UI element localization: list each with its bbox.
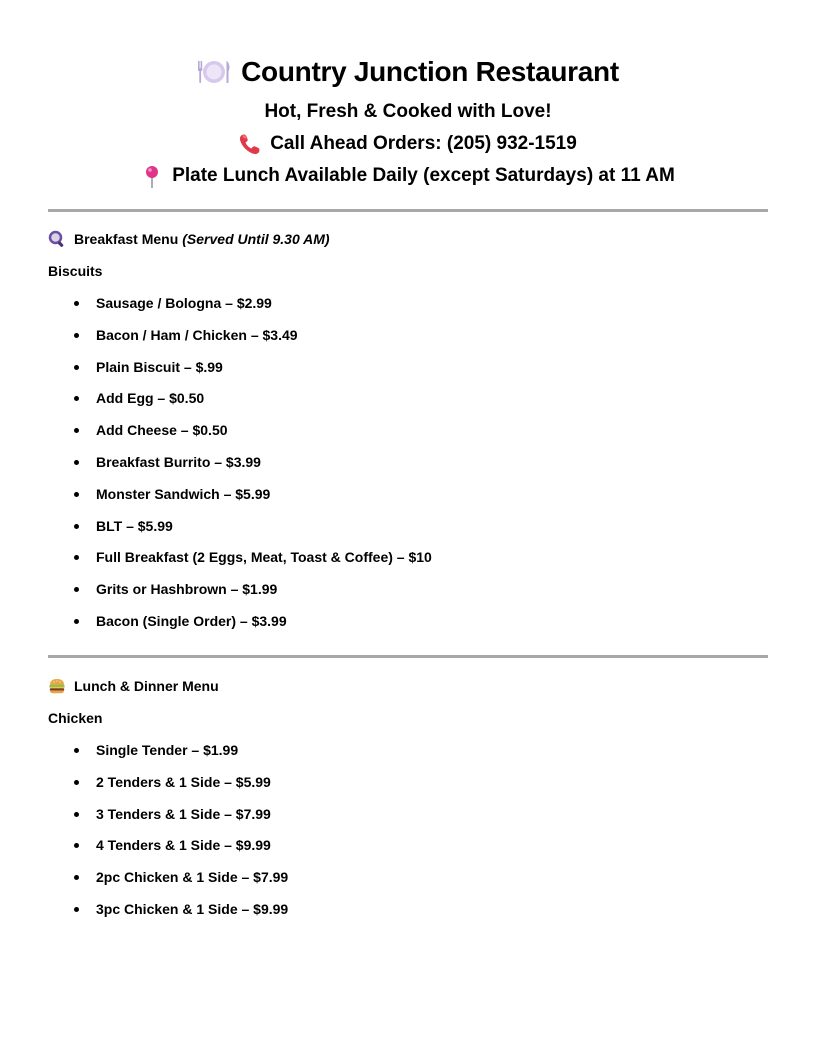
list-item: Sausage / Bologna – $2.99 — [0, 293, 816, 325]
restaurant-title: Country Junction Restaurant — [241, 56, 619, 87]
list-item: Bacon (Single Order) – $3.99 — [0, 611, 816, 643]
list-item: Add Cheese – $0.50 — [0, 420, 816, 452]
list-item: Monster Sandwich – $5.99 — [0, 484, 816, 516]
breakfast-serving-note: (Served Until 9.30 AM) — [182, 231, 330, 247]
section-divider — [48, 655, 768, 658]
list-item: BLT – $5.99 — [0, 516, 816, 548]
list-item: Single Tender – $1.99 — [0, 740, 816, 772]
list-item: Full Breakfast (2 Eggs, Meat, Toast & Coffee) – $10 — [0, 547, 816, 579]
telephone-receiver-icon — [239, 133, 261, 155]
call-ahead-text: Call Ahead Orders: (205) 932-1519 — [270, 133, 577, 154]
menu-header — [0, 52, 816, 189]
plate-lunch-line — [0, 163, 816, 189]
lunch-items-list — [0, 740, 816, 931]
breakfast-heading — [48, 229, 330, 249]
biscuits-subheading: Biscuits — [48, 263, 103, 279]
list-item: 4 Tenders & 1 Side – $9.99 — [0, 835, 816, 867]
list-item: 2 Tenders & 1 Side – $5.99 — [0, 772, 816, 804]
list-item: Add Egg – $0.50 — [0, 388, 816, 420]
title-line — [0, 52, 816, 92]
list-item: Breakfast Burrito – $3.99 — [0, 452, 816, 484]
list-item: 2pc Chicken & 1 Side – $7.99 — [0, 867, 816, 899]
magnifying-glass-icon — [48, 230, 66, 248]
chicken-subheading: Chicken — [48, 710, 103, 726]
round-pushpin-icon — [141, 165, 163, 187]
plate-lunch-text: Plate Lunch Available Daily (except Saturdays) at 11 AM — [172, 165, 675, 186]
list-item: Grits or Hashbrown – $1.99 — [0, 579, 816, 611]
breakfast-items-list — [0, 293, 816, 643]
phone-line — [0, 132, 816, 156]
list-item: Bacon / Ham / Chicken – $3.49 — [0, 325, 816, 357]
list-item: 3pc Chicken & 1 Side – $9.99 — [0, 899, 816, 931]
hamburger-icon — [48, 677, 66, 695]
breakfast-heading-text: Breakfast Menu — [74, 231, 179, 247]
lunch-dinner-heading-text: Lunch & Dinner Menu — [74, 678, 219, 694]
tagline: Hot, Fresh & Cooked with Love! — [264, 101, 552, 122]
lunch-dinner-heading — [48, 676, 219, 696]
list-item: 3 Tenders & 1 Side – $7.99 — [0, 804, 816, 836]
list-item: Plain Biscuit – $.99 — [0, 357, 816, 389]
plate-with-cutlery-icon — [197, 58, 231, 86]
section-divider — [48, 209, 768, 212]
